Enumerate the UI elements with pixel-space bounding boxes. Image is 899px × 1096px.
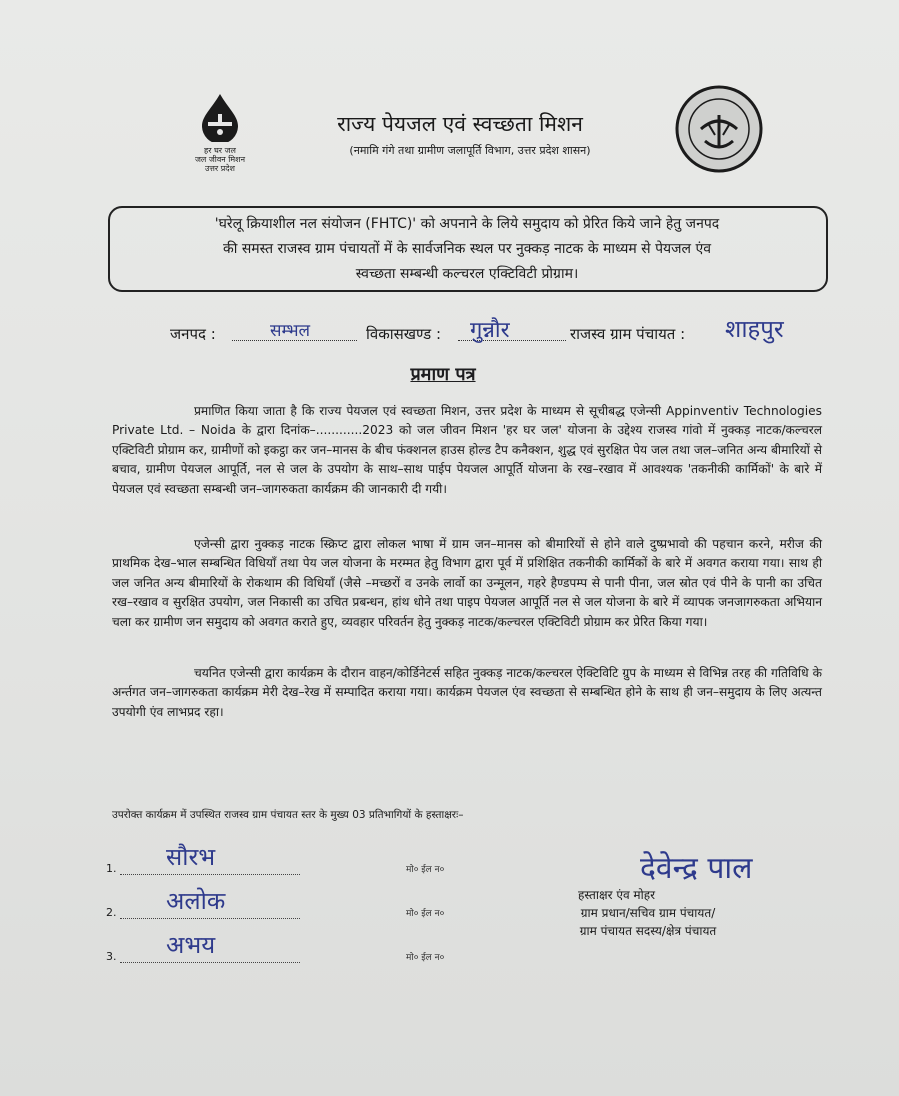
- banner-line-1: 'घरेलू क्रियाशील नल संयोजन (FHTC)' को अपनाने के लिये समुदाय को प्रेरित किये जाने हेतु जनपद: [214, 216, 720, 232]
- block-value: गुन्नौर: [470, 318, 510, 343]
- participant-row-1: [106, 843, 526, 876]
- participant-number: 2.: [106, 906, 117, 919]
- participants-note: उपरोक्त कार्यक्रम में उपस्थित राजस्व ग्राम पंचायत स्तर के मुख्य 03 प्रतिभागियों के हस्ताक्षरः–: [112, 809, 464, 821]
- participant-signature: अलोक: [166, 887, 226, 915]
- pradhan-signature: देवेन्द्र पाल: [640, 851, 753, 886]
- mission-subtitle: (नमामि गंगे तथा ग्रामीण जलापूर्ति विभाग, उत्तर प्रदेश शासन): [349, 144, 591, 157]
- participant-number: 3.: [106, 950, 117, 963]
- mission-title: राज्य पेयजल एवं स्वच्छता मिशन: [337, 112, 583, 136]
- logo-caption-1: हर घर जल: [204, 146, 236, 155]
- signature-line: [120, 962, 300, 963]
- mobile-label: मो० ईल न०: [406, 865, 445, 875]
- participant-signature: अभय: [166, 931, 216, 959]
- certificate-paragraph-3: [112, 664, 822, 722]
- signature-line: [120, 874, 300, 875]
- paragraph-1-text: प्रमाणित किया जाता है कि राज्य पेयजल एवं स्वच्छता मिशन, उत्तर प्रदेश के माध्यम से सूचीबद्ध एजेन्सी Appinventiv Technologies Private Ltd. – Noida के द्वारा दिनांक–............2023 को जल जीवन मिशन 'हर घर जल' योजना के उद्देश्य राजस्व गांवो में नुक्कड़ नाटक/कल्चरल एक्टिविटी प्रोग्राम कर, ग्रामीणों को इकट्ठा कर जन–मानस के बीच फंक्शनल हाउस होल्ड टैप कनैक्शन, शुद्ध एवं सुरक्षित पेय जल तथा जल–जनित अन्य बीमारियों से बचाव, ग्रामीण पेयजल आपूर्ति, नल से जल के उपयोग के साथ–साथ पाईप पेयजल आपूर्ति योजना के रख–रखाव में आवश्यक 'तकनीकी कार्मिकों' के बारे में पेयजल एवं स्वच्छता सम्बन्धी जन–जागरुकता कार्यक्रम की जानकारी दी गयी।: [112, 404, 822, 496]
- participant-signature: सौरभ: [166, 843, 216, 871]
- participant-row-3: [106, 931, 526, 964]
- signatory-block: [548, 886, 748, 940]
- signatory-line-1: हस्ताक्षर एंव मोहर: [578, 888, 656, 902]
- program-banner: [118, 212, 816, 287]
- district-value: सम्भल: [270, 321, 311, 341]
- paragraph-2-text: एजेन्सी द्वारा नुक्कड़ नाटक स्क्रिप्ट द्वारा लोकल भाषा में ग्राम जन–मानस को बीमारियों से होने वाले दुष्प्रभावो की पहचान करने, मरीज की प्राथमिक देख–भाल सम्बन्धित विधियाँ तथा पेय जल योजना के मरम्मत हेतु विभाग द्वारा पूर्व में प्रशिक्षित तकनीकी कार्मिकों के बारे में अवगत कराया गया। साथ ही जल जनित अन्य बीमारियों के रोकथाम की विधियाँ (जैसे –मच्छरों व उनके लार्वो का उन्मूलन, गहरे हैण्डपम्प से पानी पीना, जल स्रोत एवं पीने के पानी का उचित रख–रखाव व सुरक्षित उपयोग, जल निकासी का उचित प्रबन्धन, हांथ धोने तथा पाइप पेयजल आपूर्ति नल से जल योजना के बारे में व्यापक जनजागरुकता अभियान चला कर ग्रामीण जन समुदाय को अवगत कराते हुए, व्यवहार परिवर्तन हेतु नुक्कड़ नाटक/कल्चरल एक्टिविटी प्रोग्राम कर प्रेरित किया गया।: [112, 537, 822, 629]
- jal-jeevan-logo: [185, 92, 255, 173]
- mobile-label: मो० ईल न०: [406, 953, 445, 963]
- banner-line-3: स्वच्छता सम्बन्धी कल्चरल एक्टिविटी प्रोग्राम।: [355, 266, 579, 282]
- logo-caption-3: उत्तर प्रदेश: [205, 164, 235, 173]
- paragraph-3-text: चयनित एजेन्सी द्वारा कार्यक्रम के दौरान वाहन/कोर्डिनेटर्स सहित नुक्कड़ नाटक/कल्चरल ऐक्टिविटि ग्रुप के माध्यम से विभिन्न तरह की गतिविधि के अर्न्तगत जन–जागरुकता कार्यक्रम मेरी देख–रेख में सम्पादित कराया गया। कार्यक्रम पेयजल एंव स्वच्छता से सम्बन्धित होने के साथ ही जन–समुदाय के लिए अत्यन्त उपयोगी एंव लाभप्रद रहा।: [112, 666, 822, 719]
- panchayat-value: शाहपुर: [725, 315, 784, 343]
- participant-number: 1.: [106, 862, 117, 875]
- water-drop-icon: [198, 92, 242, 142]
- block-label: विकासखण्ड :: [366, 325, 442, 343]
- location-fields: [170, 315, 870, 350]
- banner-line-2: की समस्त राजस्व ग्राम पंचायतों में के सार्वजनिक स्थल पर नुक्कड़ नाटक के माध्यम से पेयजल एंव: [222, 241, 711, 257]
- participant-row-2: [106, 887, 526, 920]
- mobile-label: मो० ईल न०: [406, 909, 445, 919]
- signature-line: [120, 918, 300, 919]
- district-label: जनपद :: [170, 325, 216, 343]
- certificate-title: प्रमाण पत्र: [410, 364, 476, 385]
- up-government-seal-icon: [675, 85, 763, 173]
- certificate-paragraph-1: [112, 402, 822, 499]
- panchayat-label: राजस्व ग्राम पंचायत :: [570, 325, 686, 343]
- certificate-paragraph-2: [112, 535, 822, 632]
- signatory-line-2: ग्राम प्रधान/सचिव ग्राम पंचायत/: [580, 906, 716, 920]
- logo-caption-2: जल जीवन मिशन: [194, 155, 246, 164]
- signatory-line-3: ग्राम पंचायत सदस्य/क्षेत्र पंचायत: [579, 924, 717, 938]
